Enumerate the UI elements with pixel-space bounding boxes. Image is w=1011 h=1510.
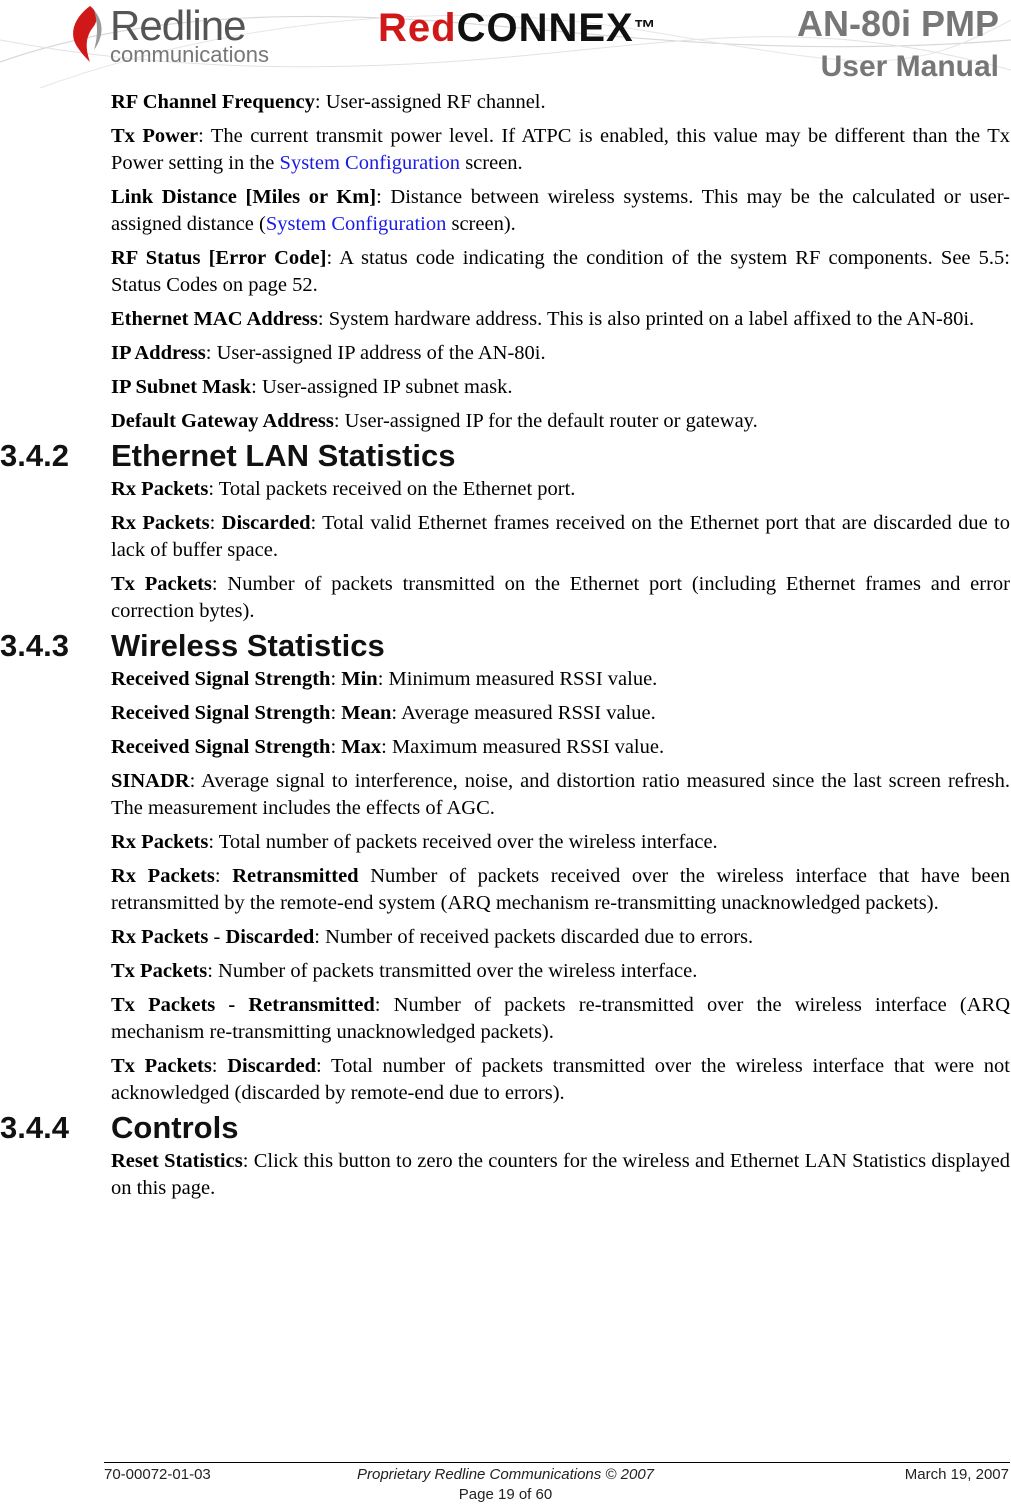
term: Rx Packets: [111, 926, 209, 948]
section-title: Ethernet LAN Statistics: [111, 438, 456, 473]
header-doc-type: User Manual: [820, 50, 999, 83]
definition-rss-min: [111, 666, 1010, 693]
page-footer: [0, 1462, 1011, 1510]
definition: : User-assigned IP subnet mask.: [251, 376, 513, 398]
definition: : User-assigned IP for the default router or gateway.: [333, 410, 758, 432]
subterm: Mean: [341, 702, 392, 724]
redline-logo-icon: [64, 4, 108, 64]
separator: :: [330, 736, 342, 758]
separator: :: [209, 512, 222, 534]
company-logo-subtext: communications: [110, 42, 269, 67]
definition-sinadr: [111, 768, 1010, 822]
definition-mac-address: [111, 306, 1010, 333]
definition: : Total valid Ethernet frames received on the Ethernet port that are discarded due to lack of buffer space.: [111, 512, 1010, 561]
definition: : Maximum measured RSSI value.: [381, 736, 665, 758]
product-brand-red: Red: [378, 6, 457, 50]
definition: : A status code indicating the condition of the system RF components. See 5.5: Status Codes on page 52.: [111, 247, 1011, 296]
definition: : Number of packets transmitted over the wireless interface.: [207, 960, 698, 982]
definition-tail: screen).: [446, 213, 516, 235]
subterm: Discarded: [221, 512, 311, 534]
section-number: 3.4.2: [0, 438, 69, 473]
subterm: Retransmitted: [232, 865, 359, 887]
definition: : Total number of packets transmitted over the wireless interface that were not acknowledged (discarded by remote-end due to errors).: [111, 1055, 1010, 1104]
definition-ip-address: [111, 340, 1010, 367]
definition: : The current transmit power level. If ATPC is enabled, this value may be different than the Tx Power setting in the: [111, 125, 1010, 174]
footer-proprietary: Proprietary Redline Communications © 2007: [356, 1466, 655, 1483]
term: Default Gateway Address: [111, 410, 334, 432]
definition: : Number of received packets discarded due to errors.: [314, 926, 754, 948]
term: Received Signal Strength: [111, 702, 331, 724]
term: Received Signal Strength: [111, 736, 331, 758]
definition: : Click this button to zero the counters for the wireless and Ethernet LAN Statistics displayed on this page.: [111, 1150, 1010, 1199]
section-heading-wireless: [0, 626, 1010, 666]
separator: :: [214, 865, 233, 887]
definition-wireless-rx-discarded: [111, 924, 1010, 951]
term: Tx Packets - Retransmitted: [111, 994, 375, 1016]
section-title: Controls: [111, 1110, 239, 1145]
definition-lan-rx-discarded: [111, 510, 1010, 564]
term: Rx Packets: [111, 831, 209, 853]
definition: : Number of packets re-transmitted over the wireless interface (ARQ mechanism re-transmitting unacknowledged packets).: [111, 994, 1010, 1043]
separator: :: [330, 702, 342, 724]
definition-lan-tx-packets: [111, 571, 1010, 625]
definition-wireless-tx-discarded: [111, 1053, 1010, 1107]
definition-subnet-mask: [111, 374, 1010, 401]
definition: : Total number of packets received over the wireless interface.: [208, 831, 718, 853]
subterm: Max: [341, 736, 382, 758]
definition-wireless-rx-packets: [111, 829, 1010, 856]
section-number: 3.4.4: [0, 1110, 69, 1145]
definition: : Minimum measured RSSI value.: [377, 668, 658, 690]
definition-lan-rx-packets: [111, 476, 1010, 503]
subterm: Min: [341, 668, 378, 690]
term: IP Address: [111, 342, 206, 364]
separator: :: [211, 1055, 228, 1077]
section-heading-controls: [0, 1108, 1010, 1148]
definition: : Distance between wireless systems. This may be the calculated or user-assigned distance (: [111, 186, 1010, 235]
term: Rx Packets: [111, 512, 210, 534]
term: RF Status [Error Code]: [111, 247, 327, 269]
definition-link-distance: [111, 184, 1010, 238]
header-model: AN-80i PMP: [796, 3, 999, 44]
definition-tail: screen.: [460, 152, 523, 174]
separator: :: [330, 668, 342, 690]
term: Tx Packets: [111, 960, 208, 982]
term: Rx Packets: [111, 478, 209, 500]
footer-divider: [104, 1462, 1010, 1463]
definition: : Total packets received on the Ethernet port.: [208, 478, 576, 500]
system-configuration-link[interactable]: System Configuration: [279, 152, 461, 174]
subterm: Discarded: [225, 926, 315, 948]
footer-doc-number: 70-00072-01-03: [104, 1466, 211, 1483]
section-number: 3.4.3: [0, 628, 69, 663]
term: Reset Statistics: [111, 1150, 243, 1172]
definition-wireless-tx-retransmitted: [111, 992, 1010, 1046]
term: Tx Packets: [111, 1055, 212, 1077]
definition-rss-mean: [111, 700, 1010, 727]
definition-tx-power: [111, 123, 1010, 177]
definition-reset-statistics: [111, 1148, 1010, 1202]
definition-wireless-rx-retransmitted: [111, 863, 1010, 917]
term: Ethernet MAC Address: [111, 308, 318, 330]
definition-default-gateway: [111, 408, 1010, 435]
company-logo-text: Redline: [110, 2, 246, 49]
definition: : Number of packets transmitted on the Ethernet port (including Ethernet frames and error correction bytes).: [111, 573, 1010, 622]
page-header: [0, 0, 1011, 90]
term: Tx Power: [111, 125, 199, 147]
footer-date: March 19, 2007: [904, 1466, 1009, 1483]
definition: : User-assigned RF channel.: [314, 91, 546, 113]
term: Tx Packets: [111, 573, 212, 595]
section-heading-lan: [0, 436, 1010, 476]
document-body: [0, 89, 1011, 1209]
definition: : System hardware address. This is also printed on a label affixed to the AN-80i.: [317, 308, 975, 330]
term: SINADR: [111, 770, 190, 792]
term: Received Signal Strength: [111, 668, 331, 690]
term: Link Distance [Miles or Km]: [111, 186, 377, 208]
product-brand: [378, 6, 657, 50]
subterm: Discarded: [227, 1055, 317, 1077]
definition: : Average signal to interference, noise, and distortion ratio measured since the last screen refresh. The measurement includes the effects of AGC.: [111, 770, 1010, 819]
product-brand-black: CONNEX: [456, 6, 634, 50]
definition-wireless-tx-packets: [111, 958, 1010, 985]
definition: Number of packets received over the wireless interface that have been retransmitted by the remote-end system (ARQ mechanism re-transmitting unacknowledged packets).: [111, 865, 1010, 914]
section-title: Wireless Statistics: [111, 628, 385, 663]
trademark-symbol: ™: [633, 15, 657, 40]
system-configuration-link[interactable]: System Configuration: [265, 213, 447, 235]
definition-rf-channel-frequency: [111, 89, 1010, 116]
footer-page-number: Page 19 of 60: [458, 1486, 553, 1503]
definition-rss-max: [111, 734, 1010, 761]
term: RF Channel Frequency: [111, 91, 315, 113]
definition: : User-assigned IP address of the AN-80i.: [205, 342, 546, 364]
definition: : Average measured RSSI value.: [391, 702, 656, 724]
term: IP Subnet Mask: [111, 376, 252, 398]
separator: -: [208, 926, 226, 948]
term: Rx Packets: [111, 865, 215, 887]
definition-rf-status: [111, 245, 1010, 299]
